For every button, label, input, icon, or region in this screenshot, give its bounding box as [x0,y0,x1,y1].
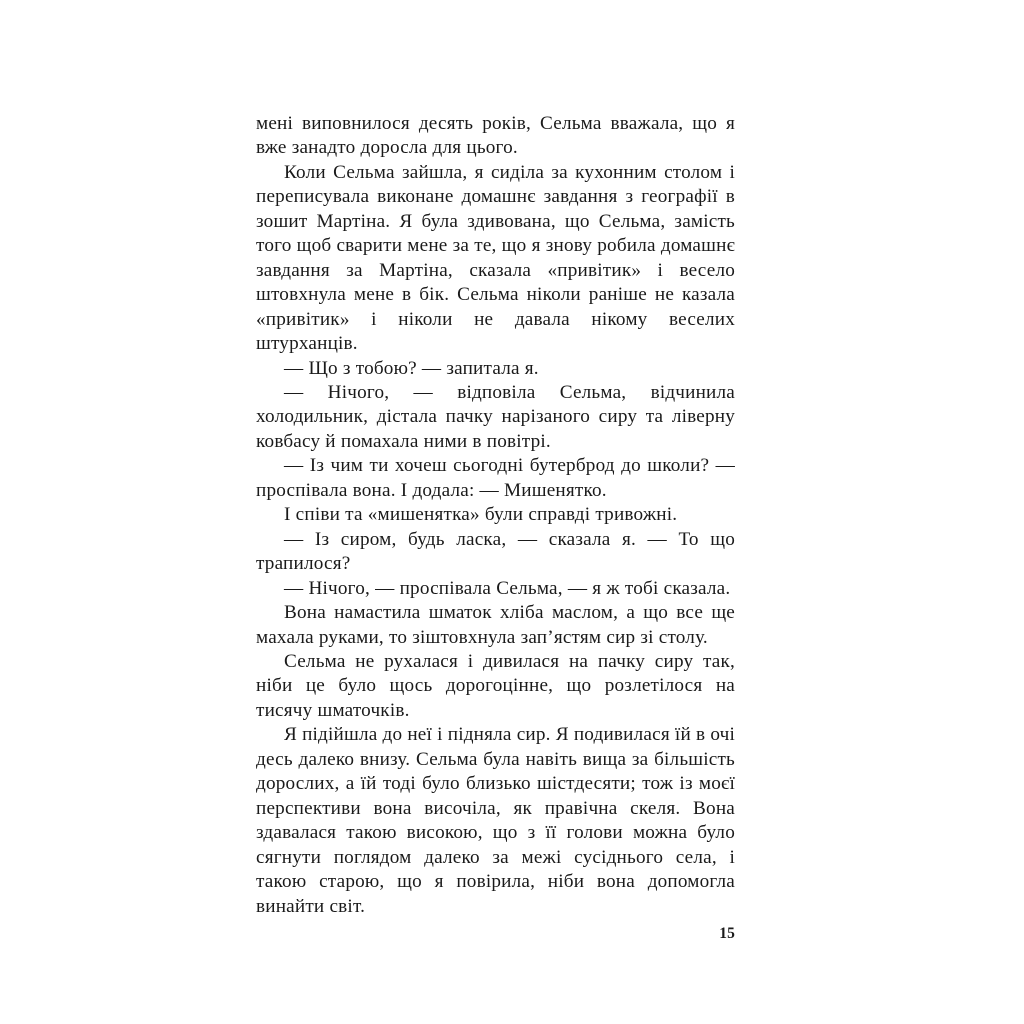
paragraph: — Нічого, — проспівала Сельма, — я ж тобі сказала. [284,577,731,599]
page-text-block [256,112,735,919]
paragraph: — Із чим ти хочеш сьогодні бутерброд до школи? — проспівала вона. І додала: — Мишенятко. [256,455,735,501]
paragraph: Сельма не рухалася і дивилася на пачку сиру так, ніби це було щось дорогоцінне, що розлетілося на тисячу шматочків. [256,650,735,721]
paragraph: І співи та «мишенятка» були справді тривожні. [284,504,678,526]
paragraph: мені виповнилося десять років, Сельма вважала, що я вже занадто доросла для цього. [256,113,735,159]
paragraph: Вона намастила шматок хліба маслом, а що все ще махала руками, то зіштовхнула зап’ястям сир зі столу. [256,602,735,648]
paragraph: Коли Сельма зайшла, я сиділа за кухонним столом і переписувала виконане домашнє завдання з географії в зошит Мартіна. Я була здивована, що Сельма, замість того щоб сварити мене за те, що я знову робила домашнє завдання за Мартіна, сказала «привітик» і весело штовхнула мене в бік. Сельма ніколи раніше не казала «привітик» і ніколи не давала нікому веселих штурханців. [256,161,735,355]
paragraph: — Нічого, — відповіла Сельма, відчинила холодильник, дістала пачку нарізаного сиру та ліверну ковбасу й помахала ними в повітрі. [256,381,735,452]
paragraph: — Що з тобою? — запитала я. [284,357,539,379]
paragraph: — Із сиром, будь ласка, — сказала я. — То що трапилося? [256,528,735,575]
page-number: 15 [719,925,735,942]
paragraph: Я підійшла до неї і підняла сир. Я подивилася їй в очі десь далеко внизу. Сельма була навіть вища за більшість дорослих, а їй тоді було близько шістдесяти; тож із моєї перспективи вона височіла, як правічна скеля. Вона здавалася такою високою, що з її голови можна було сягнути поглядом далеко за межі сусіднього села, і такою старою, що я повірила, ніби вона допомогла винайти світ. [256,724,735,917]
